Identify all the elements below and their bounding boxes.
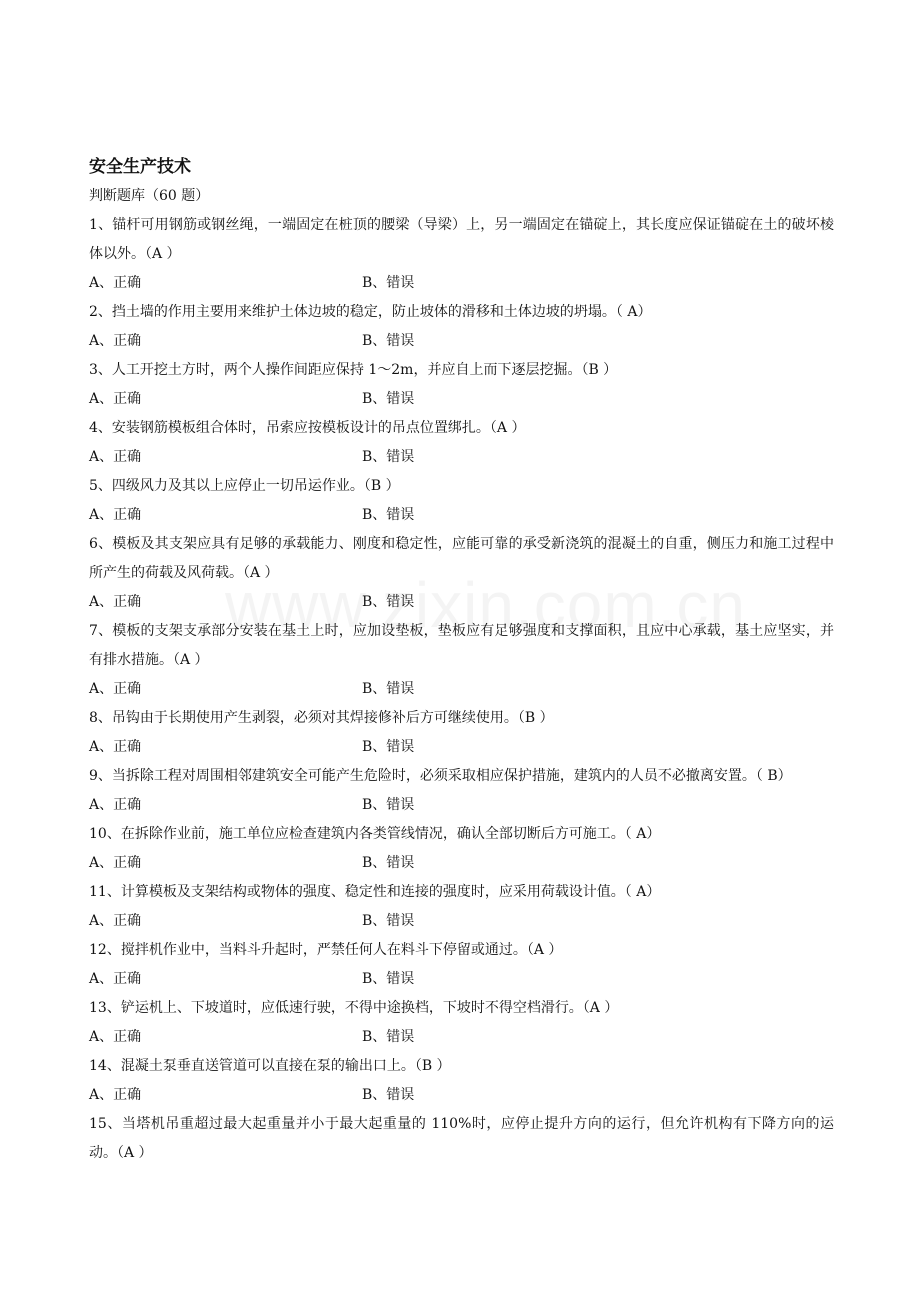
option-a: A、正确	[89, 797, 142, 813]
options-13	[89, 1023, 834, 1052]
option-a: A、正确	[89, 1087, 142, 1103]
option-a: A、正确	[89, 855, 142, 871]
option-a: A、正确	[89, 971, 142, 987]
question-4: 4、安装钢筋模板组合体时，吊索应按模板设计的吊点位置绑扎。（A ）	[89, 420, 526, 436]
options-3	[89, 385, 834, 414]
question-12: 12、搅拌机作业中，当料斗升起时，严禁任何人在料斗下停留或通过。（A ）	[89, 942, 563, 958]
options-1	[89, 269, 834, 298]
option-a: A、正确	[89, 681, 142, 697]
options-4	[89, 443, 834, 472]
option-b: B、错误	[362, 449, 415, 465]
option-b: B、错误	[362, 681, 415, 697]
options-2	[89, 327, 834, 356]
option-b: B、错误	[362, 855, 415, 871]
option-b: B、错误	[362, 275, 415, 291]
option-b: B、错误	[362, 971, 415, 987]
question-10: 10、在拆除作业前，施工单位应检查建筑内各类管线情况，确认全部切断后方可施工。（ A）	[89, 826, 661, 842]
question-3: 3、人工开挖土方时，两个人操作间距应保持 1～2m，并应自上而下逐层挖掘。（B ）	[89, 362, 618, 378]
document-subtitle: 判断题库（60 题）	[89, 188, 210, 204]
question-1: 1、锚杆可用钢筋或钢丝绳，一端固定在桩顶的腰梁（导梁）上，另一端固定在锚碇上，其长度应保证锚碇在土的破坏棱体以外。（A ）	[89, 217, 834, 262]
options-14	[89, 1081, 834, 1110]
options-12	[89, 965, 834, 994]
option-b: B、错误	[362, 1087, 415, 1103]
option-b: B、错误	[362, 913, 415, 929]
question-9: 9、当拆除工程对周围相邻建筑安全可能产生危险时，必须采取相应保护措施，建筑内的人员不必撤离安置。（ B）	[89, 768, 792, 784]
option-a: A、正确	[89, 507, 142, 523]
options-11	[89, 907, 834, 936]
option-b: B、错误	[362, 739, 415, 755]
options-5	[89, 501, 834, 530]
option-a: A、正确	[89, 333, 142, 349]
document-title: 安全生产技术	[89, 157, 191, 177]
option-a: A、正确	[89, 449, 142, 465]
question-2: 2、挡土墙的作用主要用来维护土体边坡的稳定，防止坡体的滑移和土体边坡的坍塌。（ A）	[89, 304, 652, 320]
option-b: B、错误	[362, 507, 415, 523]
option-a: A、正确	[89, 594, 142, 610]
option-b: B、错误	[362, 391, 415, 407]
option-a: A、正确	[89, 1029, 142, 1045]
option-a: A、正确	[89, 275, 142, 291]
question-6: 6、模板及其支架应具有足够的承载能力、刚度和稳定性，应能可靠的承受新浇筑的混凝土的自重，侧压力和施工过程中所产生的荷载及风荷载。（A ）	[89, 536, 834, 581]
option-b: B、错误	[362, 594, 415, 610]
question-15: 15、当塔机吊重超过最大起重量并小于最大起重量的 110%时，应停止提升方向的运行，但允许机构有下降方向的运动。（A ）	[89, 1116, 834, 1161]
options-9	[89, 791, 834, 820]
question-14: 14、混凝土泵垂直送管道可以直接在泵的输出口上。（B ）	[89, 1058, 451, 1074]
question-13: 13、铲运机上、下坡道时，应低速行驶，不得中途换档，下坡时不得空档滑行。（A ）	[89, 1000, 619, 1016]
option-b: B、错误	[362, 797, 415, 813]
question-7: 7、模板的支架支承部分安装在基土上时，应加设垫板，垫板应有足够强度和支撑面积，且应中心承载，基土应坚实，并有排水措施。（A ）	[89, 623, 834, 668]
option-b: B、错误	[362, 1029, 415, 1045]
option-a: A、正确	[89, 739, 142, 755]
option-a: A、正确	[89, 913, 142, 929]
document-content	[89, 152, 834, 1168]
options-8	[89, 733, 834, 762]
options-10	[89, 849, 834, 878]
question-11: 11、计算模板及支架结构或物体的强度、稳定性和连接的强度时，应采用荷载设计值。（ A）	[89, 884, 661, 900]
options-6	[89, 588, 834, 617]
option-b: B、错误	[362, 333, 415, 349]
option-a: A、正确	[89, 391, 142, 407]
options-7	[89, 675, 834, 704]
question-8: 8、吊钩由于长期使用产生剥裂，必须对其焊接修补后方可继续使用。（B ）	[89, 710, 554, 726]
question-5: 5、四级风力及其以上应停止一切吊运作业。（B ）	[89, 478, 400, 494]
